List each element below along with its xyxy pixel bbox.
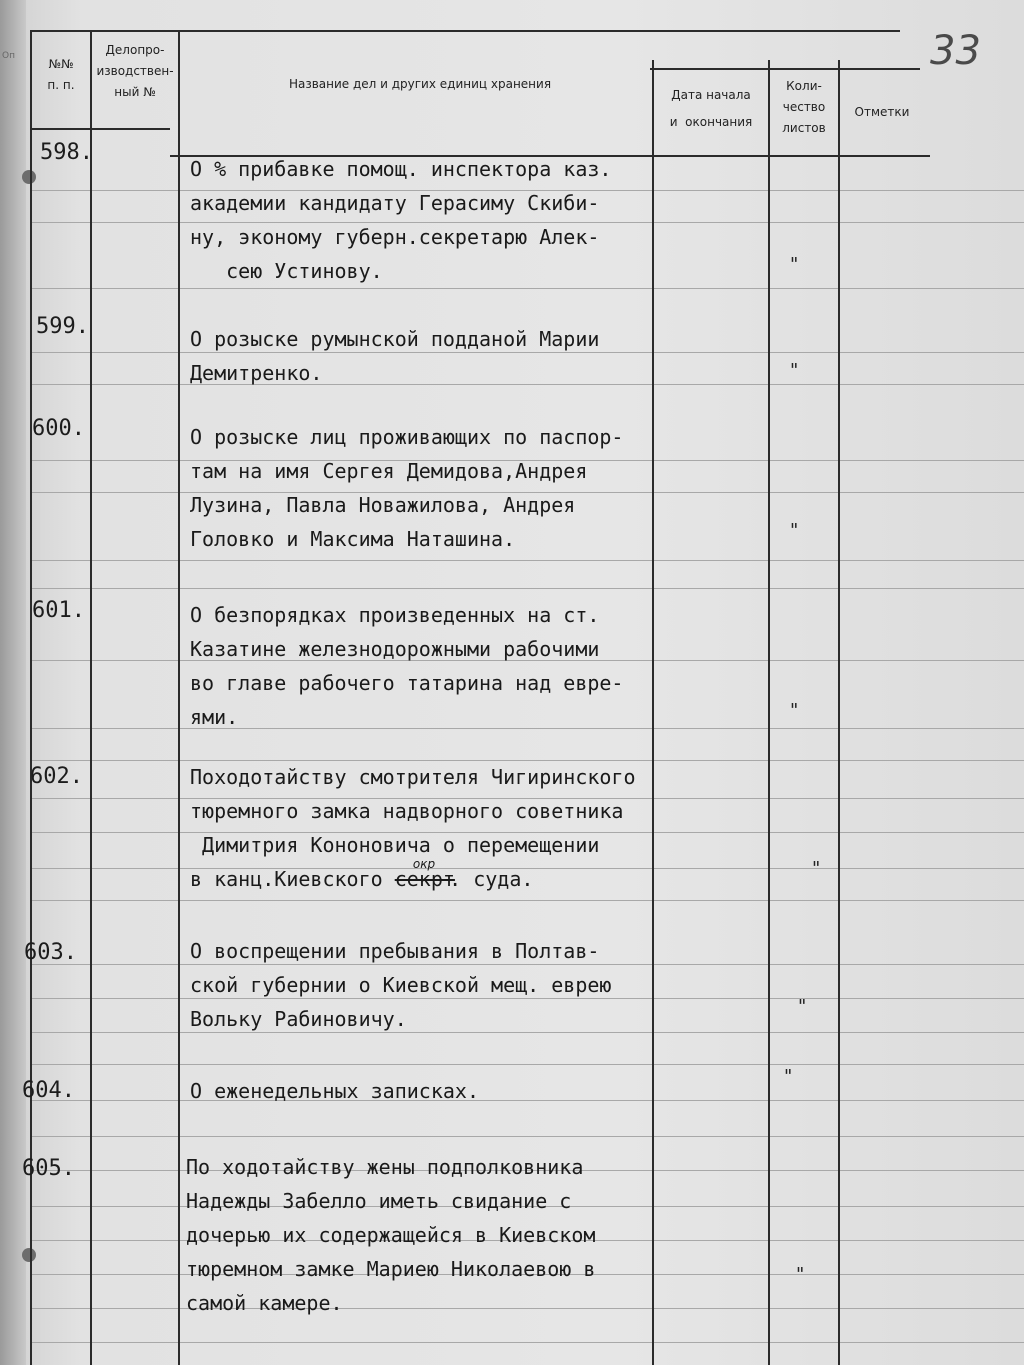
page-folio: 33	[930, 28, 981, 74]
margin-label: Оп	[2, 51, 15, 61]
entry-title: О еженедельных записках.	[190, 1079, 479, 1103]
entry-title-last-line: в канц.Киевского секрт$^{окр}$. суда.	[190, 857, 534, 891]
entry-title: Походотайству смотрителя Чигиринского тюремного замка надворного советника Димитрия Кононовича о перемещении	[190, 765, 636, 857]
ditto-mark: "	[812, 858, 821, 879]
binding-hole-icon	[22, 1248, 36, 1262]
entry-title: По ходотайству жены подполковника Надежды Забелло иметь свидание с дочерью их содержащейся в Киевском тюремном замке Мариею Николаевою в самой камере.	[186, 1155, 596, 1315]
header-notes: Отметки	[854, 105, 910, 119]
ditto-mark: "	[790, 360, 799, 381]
entry-number: 601.	[32, 598, 85, 623]
column-divider	[90, 30, 92, 1365]
header-office-number: Делопро- изводствен- ный №	[96, 43, 174, 99]
ditto-mark: "	[790, 520, 799, 541]
header-number: №№ п. п.	[47, 57, 75, 92]
entry-number: 602.	[30, 764, 83, 789]
entry-title: О воспрещении пребывания в Полтав- ской губернии о Киевской мещ. еврею Вольку Рабиновичу.	[190, 939, 612, 1031]
header-right-rule	[650, 68, 920, 70]
column-divider	[838, 60, 840, 1365]
header-bottom-rule	[30, 128, 170, 130]
header-title: Название дел и других единиц хранения	[288, 77, 552, 91]
entry-number: 600.	[32, 416, 85, 441]
entry-number: 604.	[22, 1078, 75, 1103]
header-top-rule	[30, 30, 900, 32]
ditto-mark: "	[796, 1264, 805, 1285]
header-dates: Дата начала и окончания	[669, 88, 753, 129]
ditto-mark: "	[790, 700, 799, 721]
entry-number: 603.	[24, 940, 77, 965]
entry-title: О безпорядках произведенных на ст. Казатине железнодорожными рабочими во главе рабочего татарина над евре- ями.	[190, 603, 624, 729]
binding-hole-icon	[22, 170, 36, 184]
entry-number: 605.	[22, 1156, 75, 1181]
ditto-mark: "	[790, 254, 799, 275]
entry-number: 598.	[40, 140, 93, 165]
column-divider	[768, 60, 770, 1365]
ditto-mark: "	[784, 1066, 793, 1087]
column-divider	[178, 30, 180, 1365]
header-sheet-count: Коли- чество листов	[782, 79, 826, 135]
entry-number: 599.	[36, 314, 89, 339]
entry-title: О розыске лиц проживающих по паспор- там на имя Сергея Демидова,Андрея Лузина, Павла Новажилова, Андрея Головко и Максима Наташина.	[190, 425, 624, 551]
ditto-mark: "	[798, 996, 807, 1017]
entry-title: О % прибавке помощ. инспектора каз. академии кандидату Герасиму Скиби- ну, эконому губерн.секретарю Алек- сею Устинову.	[190, 157, 612, 283]
entry-title: О розыске румынской подданой Марии Демитренко.	[190, 327, 600, 385]
